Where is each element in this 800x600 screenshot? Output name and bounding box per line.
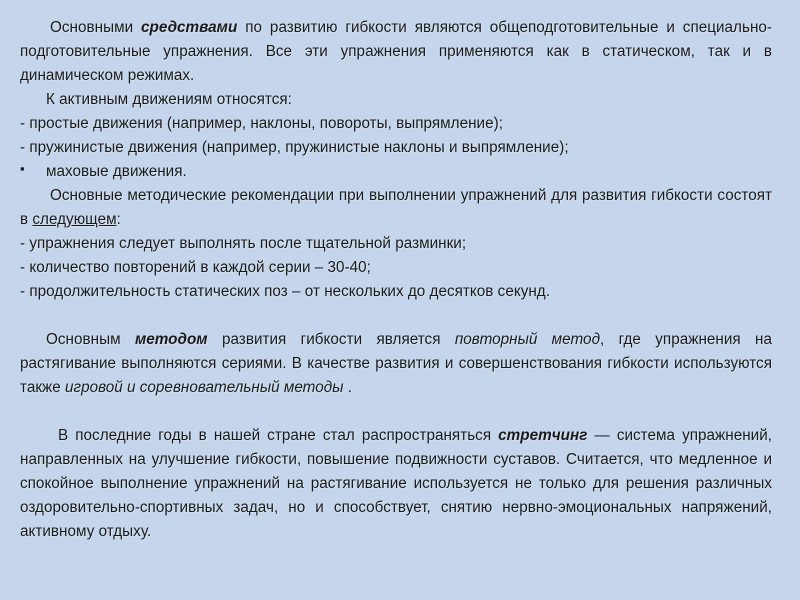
paragraph-recommendations — [20, 184, 772, 232]
bullet-icon: ▪ — [20, 161, 25, 176]
rec-item-duration: - продолжительность статических поз – от нескольких до десятков секунд. — [20, 283, 550, 300]
active-heading: К активным движениям относятся: — [46, 91, 292, 108]
paragraph-means — [20, 16, 772, 88]
means-emphasis: средствами — [141, 19, 238, 36]
rec-underlined: следующем — [32, 211, 117, 228]
stretch-emphasis: стретчинг — [498, 427, 588, 444]
rec-post: : — [116, 211, 121, 228]
rec-pre: Основные методические рекомендации при выполнении упражнений для развития гибкости состоят в — [20, 187, 772, 228]
method-emphasis: методом — [134, 331, 208, 348]
active-item-swing: маховые движения. — [46, 163, 187, 180]
paragraph-method — [20, 328, 772, 400]
means-pre: Основными — [50, 19, 142, 36]
method-repeated: повторный метод — [454, 331, 601, 348]
active-item-spring: - пружинистые движения (например, пружинистые наклоны и выпрямление); — [20, 139, 569, 156]
rec-item-repetitions: - количество повторений в каждой серии – 30-40; — [20, 259, 371, 276]
means-post: по развитию гибкости являются общеподготовительные и специально-подготовительные упражнения. Все эти упражнения применяются как в статическом, так и в динамическом режимах. — [20, 19, 772, 84]
method-game-competitive: игровой и соревновательный методы — [65, 379, 344, 396]
method-mid2: , где упражнения на растягивание выполняются сериями. В качестве развития и совершенствования гибкости используются также — [20, 331, 772, 396]
active-item-simple: - простые движения (например, наклоны, повороты, выпрямление); — [20, 115, 503, 132]
stretch-post: — система упражнений, направленных на улучшение гибкости, повышение подвижности суставов. Считается, что медленное и спокойное выполнение упражнений на растягивание используется не только для решения различных оздоровительно-спортивных задач, но и способствует, снятию нервно-эмоциональных напряжений, активному отдыху. — [20, 427, 772, 540]
stretch-pre: В последние годы в нашей стране стал распространяться — [58, 427, 499, 444]
method-mid1: развития гибкости является — [207, 331, 455, 348]
method-post: . — [343, 379, 352, 396]
method-pre: Основным — [46, 331, 135, 348]
paragraph-stretching — [20, 424, 772, 544]
rec-item-warmup: - упражнения следует выполнять после тщательной разминки; — [20, 235, 467, 252]
